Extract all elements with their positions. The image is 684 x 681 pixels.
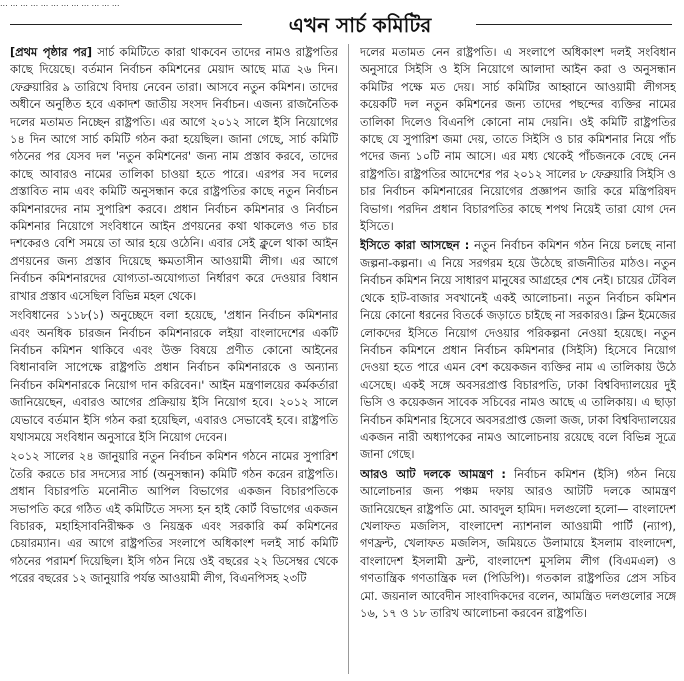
headline-rule-left xyxy=(10,24,242,25)
continuation-marker: [প্রথম পৃষ্ঠার পর] xyxy=(10,46,93,59)
paragraph-4: দলের মতামত নেন রাষ্ট্রপতি। এ সংলাপে অধিকাংশ দলই সংবিধান অনুসারে সিইসি ও ইসি নিয়োগে আলাদা আইন করা ও অনুসন্ধান কমিটির পক্ষে মত দেয়। সার্চ কমিটির আহ্বানে আওয়ামী লীগসহ কয়েকটি দল নতুন কমিশনের জন্য তাদের পছন্দের ব্যক্তির নামের তালিকা দিলেও বিএনপি কোনো নাম দেয়নি। ওই কমিটি রাষ্ট্রপতির কাছে যে সুপারিশ জমা দেয়, তাতে সিইসি ও চার কমিশনার নিয়ে পাঁচ পদের জন্য ১০টি নাম আসে। এর মধ্য থেকেই পাঁচজনকে বেছে নেন রাষ্ট্রপতি। রাষ্ট্রপতির আদেশের পর ২০১২ সালের ৮ ফেব্রুয়ারি সিইসি ও চার নির্বাচন কমিশনারের নিয়োগের প্রজ্ঞাপন জারি করে মন্ত্রিপরিষদ বিভাগ। পরদিন প্রধান বিচারপতির কাছে শপথ নিয়েই তারা যোগ দেন ইসিতে। xyxy=(360,46,676,234)
headline-bar xyxy=(0,8,684,42)
paragraph-1-text: সার্চ কমিটিতে কারা থাকবেন তাদের নামও রাষ্ট্রপতির কাছে দিয়েছে। বর্তমান নির্বাচন কমিশনের মেয়াদ আছে মাত্র ২৬ দিন। ফেব্রুয়ারির ৯ তারিখে বিদায় নেবেন তারা। আসবে নতুন কমিশন। তাদের অধীনে অনুষ্ঠিত হবে একাদশ জাতীয় সংসদ নির্বাচন। এজন্য রাজনৈতিক দলের মতামত নিচ্ছেন রাষ্ট্রপতি। এর আগে ২০১২ সালে ইসি নিয়োগের ১৪ দিন আগে সার্চ কমিটি গঠন করা হয়েছিল। জানা গেছে, সার্চ কমিটি গঠনের পর যেসব দল 'নতুন কমিশনের' জন্য নাম প্রস্তাব করবে, তাদের কাছে আবারও নামের তালিকা চাওয়া হতে পারে। এরপর সব দলের প্রস্তাবিত নাম এবং কমিটি অনুসন্ধান করে রাষ্ট্রপতির কাছে নতুন নির্বাচন কমিশনারদের নাম সুপারিশ করবে। প্রধান নির্বাচন কমিশনার ও নির্বাচন কমিশনার নিয়োগে সংবিধানে আইন প্রণয়নের কথা থাকলেও গত চার দশকেরও বেশি সময়ে তা আর হয়ে ওঠেনি। এবার সেই ক্লুলে থাকা আইন প্রণয়নের জন্য প্রস্তাব দিয়েছে ক্ষমতাসীন আওয়ামী লীগ। এর আগে নির্বাচন কমিশনারদের যোগ্যতা-অযোগ্যতা নির্ধারণ করে দেওয়ার বিধান রাখার প্রস্তাব এসেছিল বিভিন্ন মহল থেকে। xyxy=(10,46,338,303)
previous-article-fragment: ... ... ... ... ... ... ... ... ... ... ... ... xyxy=(0,0,120,8)
paragraph-5-text: নতুন নির্বাচন কমিশন গঠন নিয়ে চলছে নানা জল্পনা-কল্পনা। এ নিয়ে সরগরম হয়ে উঠেছে রাজনীতির মাঠও। নতুন নির্বাচন কমিশন নিয়ে সাধারণ মানুষের আগ্রহের শেষ নেই। চায়ের টেবিল থেকে হাট-বাজার সবখানেই একই আলোচনা। নতুন নির্বাচন কমিশন নিয়ে কোনো ধরনের বিতর্কে জড়াতে চাইছে না সরকারও। ক্লিন ইমেজের লোকদের ইসিতে নিয়োগ দেওয়ার পরিকল্পনা নেওয়া হয়েছে। নতুন নির্বাচন কমিশনে প্রধান নির্বাচন কমিশনার (সিইসি) হিসেবে নিয়োগ দেওয়া হতে পারে এমন বেশ কয়েকজন ব্যক্তির নাম এ তালিকায় উঠে এসেছে। একই সঙ্গে অবসরপ্রাপ্ত বিচারপতি, ঢাকা বিশ্ববিদ্যালয়ের দুই ভিসি ও কয়েকজন সাবেক সচিবের নামও আছে এ তালিকায়। এ ছাড়া নির্বাচন কমিশনার হিসেবে অবসরপ্রাপ্ত জেলা জজ, ঢাকা বিশ্ববিদ্যালয়ের একজন নারী অধ্যাপকের নামও আলোচনায় রয়েছে বলে বিভিন্ন সূত্রে জানা গেছে। xyxy=(360,239,676,462)
column-divider xyxy=(348,44,349,674)
article-headline: এখন সার্চ কমিটির xyxy=(288,13,432,37)
headline-rule-right xyxy=(476,24,672,25)
paragraph-6 xyxy=(360,466,676,623)
subheading-eight-parties: আরও আট দলকে আমন্ত্রণ : xyxy=(360,467,506,481)
article-column-right xyxy=(360,44,676,674)
paragraph-1 xyxy=(10,44,338,305)
paragraph-3: ২০১২ সালের ২৪ জানুয়ারি নতুন নির্বাচন কমিশন গঠনে নামের সুপারিশ তৈরি করতে চার সদস্যের সার্চ (অনুসন্ধান) কমিটি গঠন করেন রাষ্ট্রপতি। প্রধান বিচারপতি মনোনীত আপিল বিভাগের একজন বিচারপতিকে সভাপতি করে গঠিত এই কমিটিতে সদস্য হন হাই কোর্ট বিভাগের একজন বিচারক, মহাহিসাবনিরীক্ষক ও নিয়ন্ত্রক এবং সরকারি কর্ম কমিশনের চেয়ারম্যান। এর আগে রাষ্ট্রপতির সংলাপে অধিকাংশ দলই সার্চ কমিটি গঠনের পরামর্শ দিয়েছিল। ইসি গঠন নিয়ে ওই বছরের ২২ ডিসেম্বর থেকে পরের বছরের ১২ জানুয়ারি পর্যন্ত আওয়ামী লীগ, বিএনপিসহ ২৩টি xyxy=(10,450,338,586)
article-column-left xyxy=(10,44,338,674)
paragraph-6-text: নির্বাচন কমিশন (ইসি) গঠন নিয়ে আলোচনার জন্য পঞ্চম দফায় আরও আটটি দলকে আমন্ত্রণ জানিয়েছেন রাষ্ট্রপতি মো. আবদুল হামিদ। দলগুলো হলো— বাংলাদেশ খেলাফত মজলিস, বাংলাদেশ ন্যাশনাল আওয়ামী পার্টি (ন্যাপ), গণফ্রন্ট, খেলাফত মজলিস, জমিয়তে উলামায়ে ইসলাম বাংলাদেশ, বাংলাদেশ ইসলামী ফ্রন্ট, বাংলাদেশ মুসলিম লীগ (বিএমএল) ও গণতান্ত্রিক গণতান্ত্রিক দল (পিডিপি)। গতকাল রাষ্ট্রপতির প্রেস সচিব মো. জয়নাল আবেদীন সাংবাদিকদের বলেন, আমন্ত্রিত দলগুলোর সঙ্গে ১৬, ১৭ ও ১৮ তারিখ আলোচনা করবেন রাষ্ট্রপতি। xyxy=(360,467,676,620)
paragraph-2: সংবিধানের ১১৮(১) অনুচ্ছেদে বলা হয়েছে, 'প্রধান নির্বাচন কমিশনার এবং অনধিক চারজন নির্বাচন কমিশনারকে লইয়া বাংলাদেশের একটি নির্বাচন কমিশন থাকিবে এবং উক্ত বিষয়ে প্রণীত কোনো আইনের বিধানাবলি সাপেক্ষে রাষ্ট্রপতি প্রধান নির্বাচন কমিশনারকে ও অন্যান্য নির্বাচন কমিশনারকে নিয়োগ দান করিবেন।' আইন মন্ত্রণালয়ের কর্মকর্তারা জানিয়েছেন, এবারও আগের প্রক্রিয়ায় ইসি নিয়োগ হবে। ২০১২ সালে যেভাবে বর্তমান ইসি গঠন করা হয়েছিল, এবারও সেভাবেই হবে। রাষ্ট্রপতি যথাসময়ে সংবিধান অনুসারে ইসি নিয়োগ দেবেন। xyxy=(10,309,338,444)
subheading-ec-candidates: ইসিতে কারা আসছেন : xyxy=(360,239,470,253)
paragraph-5 xyxy=(360,237,676,463)
